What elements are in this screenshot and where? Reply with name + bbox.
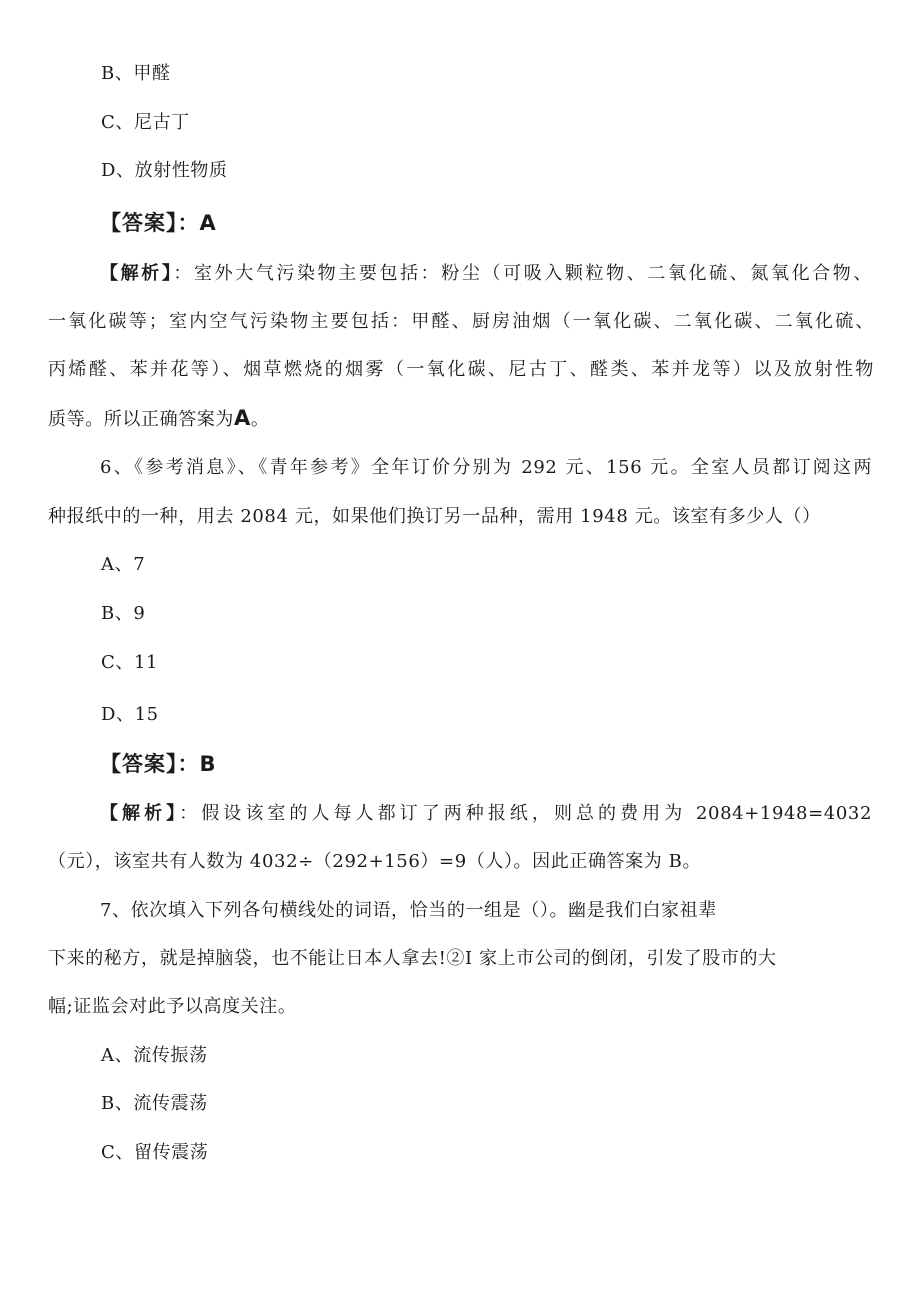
q6-answer [100, 752, 217, 776]
q6-option-a: A、7 [101, 554, 146, 575]
q6-explanation-line-2: （元），该室共有人数为 4032÷（292+156）=9（人）。因此正确答案为 B。 [48, 851, 702, 872]
q6-stem-line-2: 种报纸中的一种，用去 2084 元，如果他们换订另一品种，需用 1948 元。该室有多少人（） [48, 506, 821, 527]
q6-stem-line-1: 6、《参考消息》、《青年参考》全年订价分别为 292 元、156 元。全室人员都订阅这两 [100, 457, 872, 478]
q5-explanation-label: 【解析】 [100, 263, 174, 284]
q5-option-d: D、放射性物质 [101, 160, 228, 181]
q6-answer-label: 【答案】： [100, 752, 200, 776]
q7-stem-line-2: 下来的秘方，就是掉脑袋，也不能让日本人拿去!②I 家上市公司的倒闭，引发了股市的大 [48, 948, 777, 969]
q5-explanation-line-4 [48, 406, 269, 432]
q5-explanation-line-1 [100, 262, 872, 286]
q5-answer-label: 【答案】： [100, 211, 200, 235]
q5-explanation-end: 。 [250, 409, 270, 430]
q6-option-c: C、11 [101, 652, 159, 673]
q6-explanation-line-1 [100, 802, 872, 826]
q5-option-c: C、尼古丁 [101, 112, 190, 133]
q7-option-a: A、流传振荡 [101, 1045, 208, 1066]
q7-option-c: C、留传震荡 [101, 1142, 209, 1163]
q7-stem-line-3: 幅;证监会对此予以高度关注。 [48, 996, 297, 1017]
q6-option-b: B、9 [101, 603, 146, 624]
q5-explanation-line-3: 丙烯醛、苯并花等）、烟草燃烧的烟雾（一氧化碳、尼古丁、醛类、苯并龙等）以及放射性物 [48, 359, 874, 380]
q7-stem-line-1: 7、依次填入下列各句横线处的词语，恰当的一组是（）。幽是我们白家祖辈 [100, 900, 717, 921]
q6-explanation-label: 【解析】 [100, 803, 180, 824]
q5-option-b: B、甲醛 [101, 63, 171, 84]
q6-explanation-text-1: ：假设该室的人每人都订了两种报纸，则总的费用为 2084+1948=4032 [179, 803, 872, 824]
q6-answer-value: B [199, 752, 217, 776]
q5-answer-value: A [199, 211, 217, 235]
q7-option-b: B、流传震荡 [101, 1093, 208, 1114]
q5-explanation-text-1: ：室外大气污染物主要包括：粉尘（可吸入颗粒物、二氧化硫、氮氧化合物、 [173, 263, 872, 284]
q5-answer [100, 211, 217, 235]
q5-explanation-text-4: 质等。所以正确答案为 [48, 409, 234, 430]
q5-explanation-answer: A [234, 406, 251, 430]
q6-option-d: D、15 [101, 704, 159, 725]
q5-explanation-line-2: 一氧化碳等；室内空气污染物主要包括：甲醛、厨房油烟（一氧化碳、二氧化碳、二氧化硫、 [48, 311, 874, 332]
